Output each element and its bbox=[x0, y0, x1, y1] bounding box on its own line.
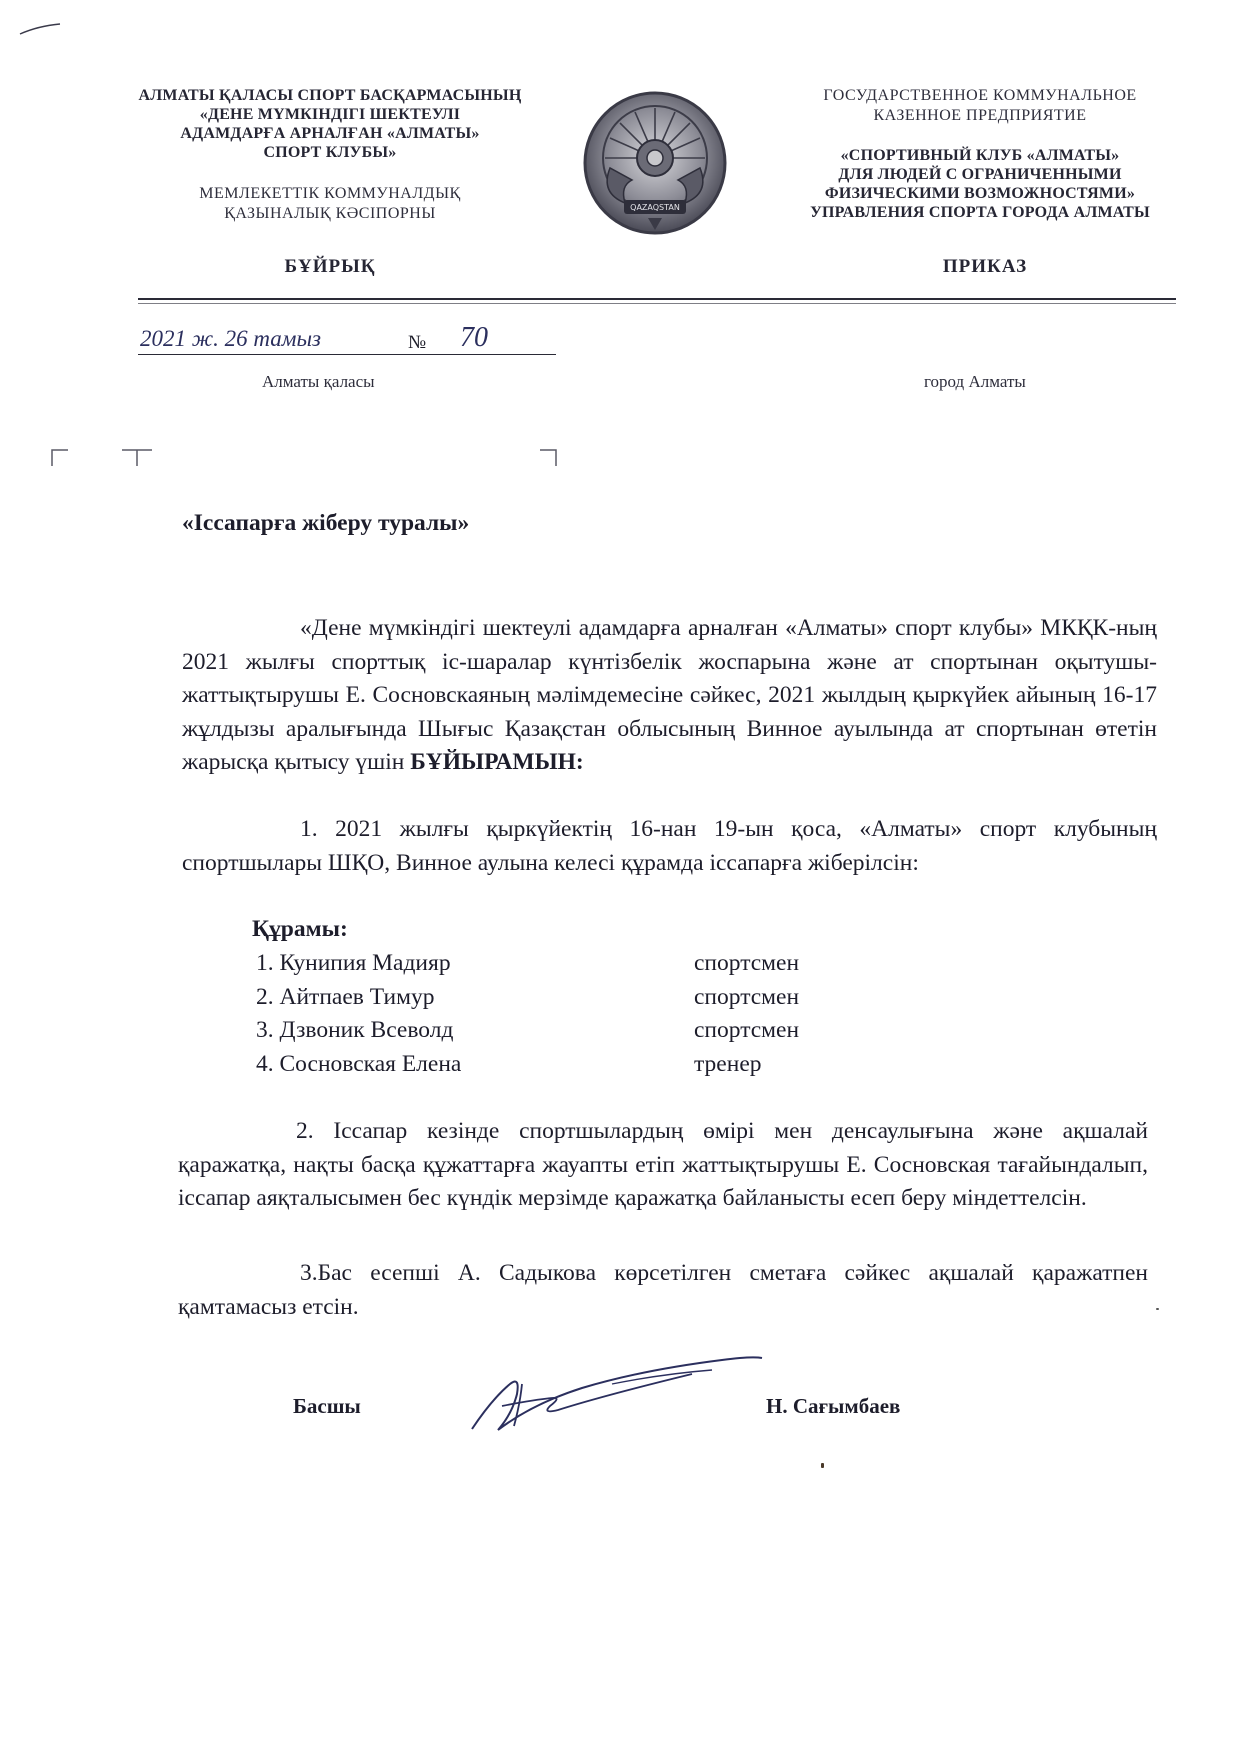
paragraph-1 bbox=[182, 813, 1157, 880]
member-name: 1. Кунипия Мадияр bbox=[256, 950, 451, 976]
header-rule bbox=[138, 298, 1176, 300]
paragraph-2 bbox=[178, 1115, 1148, 1216]
paragraph-3 bbox=[178, 1257, 1148, 1324]
scan-speck bbox=[1156, 1308, 1159, 1310]
right-org-line-2: ДЛЯ ЛЮДЕЙ С ОГРАНИЧЕННЫМИ bbox=[838, 166, 1122, 183]
signer-name: Н. Сағымбаев bbox=[766, 1394, 901, 1418]
right-org-line-3: ФИЗИЧЕСКИМИ ВОЗМОЖНОСТЯМИ» bbox=[824, 185, 1136, 202]
scan-mark bbox=[18, 22, 62, 36]
list-item bbox=[256, 947, 856, 981]
subject: «Іссапарға жіберу туралы» bbox=[182, 510, 470, 536]
left-org-line-3: АДАМДАРҒА АРНАЛҒАН «АЛМАТЫ» bbox=[180, 125, 480, 142]
left-title: БҰЙРЫҚ bbox=[284, 256, 376, 277]
member-role: спортсмен bbox=[694, 950, 800, 976]
svg-text:QAZAQSTAN: QAZAQSTAN bbox=[630, 203, 680, 212]
emblem-icon bbox=[580, 88, 730, 238]
p3-text: 3.Бас есепші А. Садыкова көрсетілген сметаға сәйкес ақшалай қаражатпен қамтамасыз етсін. bbox=[178, 1260, 1148, 1320]
scan-speck bbox=[821, 1463, 824, 1468]
list-item bbox=[256, 981, 856, 1015]
date-underline bbox=[138, 354, 556, 355]
list-item bbox=[256, 1014, 856, 1048]
left-org-line-1: АЛМАТЫ ҚАЛАСЫ СПОРТ БАСҚАРМАСЫНЫҢ bbox=[138, 87, 522, 104]
signer-position: Басшы bbox=[293, 1394, 361, 1418]
left-org-line-2: «ДЕНЕ МҮМКІНДІГІ ШЕКТЕУЛІ bbox=[199, 106, 461, 123]
member-role: тренер bbox=[694, 1050, 762, 1077]
right-title: ПРИКАЗ bbox=[942, 256, 1028, 277]
composition-label: Құрамы: bbox=[252, 916, 348, 942]
order-number: 70 bbox=[460, 322, 488, 353]
member-name: 4. Сосновская Елена bbox=[256, 1050, 462, 1077]
member-role: спортсмен bbox=[694, 1017, 800, 1043]
handwritten-signature bbox=[462, 1344, 782, 1444]
right-org-line-1: «СПОРТИВНЫЙ КЛУБ «АЛМАТЫ» bbox=[840, 147, 1120, 164]
left-type-line-2: ҚАЗЫНАЛЫҚ КӘСІПОРНЫ bbox=[224, 205, 436, 222]
list-item bbox=[256, 1048, 856, 1082]
intro-text: «Дене мүмкіндігі шектеулі адамдарға арналған «Алматы» спорт клубы» МКҚК-ның 2021 жылғы спорттық іс-шаралар күнтізбелік жоспарына және ат спортынан оқытушы-жаттықтырушы Е. Сосновскаяның мәлімдемесіне сәйкес, 2021 жылдың қыркүйек айының 16-17 жұлдызы аралығында Шығыс Қазақстан облысының Винное ауылында ат спортынан өтетін жарысқа қытысу үшін bbox=[182, 615, 1157, 775]
intro-paragraph bbox=[182, 612, 1157, 780]
right-type-line-1: ГОСУДАРСТВЕННОЕ КОММУНАЛЬНОЕ bbox=[823, 87, 1137, 104]
members-list bbox=[256, 947, 856, 1081]
right-org-line-4: УПРАВЛЕНИЯ СПОРТА ГОРОДА АЛМАТЫ bbox=[810, 204, 1150, 221]
member-name: 2. Айтпаев Тимур bbox=[256, 983, 435, 1010]
left-type-line-1: МЕМЛЕКЕТТІК КОММУНАЛДЫҚ bbox=[199, 185, 461, 202]
city-ru: город Алматы bbox=[924, 372, 1026, 391]
header-rule-thin bbox=[138, 303, 1176, 304]
city-kk: Алматы қаласы bbox=[262, 372, 375, 391]
order-date: 2021 ж. 26 тамыз bbox=[140, 326, 322, 351]
member-role: спортсмен bbox=[694, 983, 800, 1010]
header-right bbox=[770, 86, 1190, 222]
number-sign: № bbox=[408, 332, 427, 353]
left-org-line-4: СПОРТ КЛУБЫ» bbox=[263, 144, 397, 161]
intro-bold: БҰЙЫРАМЫН: bbox=[410, 749, 584, 775]
member-name: 3. Дзвоник Всеволд bbox=[256, 1017, 454, 1043]
corner-marks bbox=[50, 446, 570, 470]
p2-text: 2. Іссапар кезінде спортшылардың өмірі мен денсаулығына және ақшалай қаражатқа, нақты басқа құжаттарға жауапты етіп жаттықтырушы Е. Сосновская тағайындалып, іссапар аяқталысымен бес күндік мерзімде қаражатқа байланысты есеп беру міндеттелсін. bbox=[178, 1118, 1148, 1211]
header-left bbox=[100, 86, 560, 224]
p1-text: 1. 2021 жылғы қыркүйектің 16-нан 19-ын қоса, «Алматы» спорт клубының спортшылары ШҚО, Винное аулына келесі құрамда іссапарға жіберілсін: bbox=[182, 816, 1157, 876]
right-type-line-2: КАЗЕННОЕ ПРЕДПРИЯТИЕ bbox=[873, 107, 1087, 124]
state-emblem bbox=[580, 88, 730, 238]
